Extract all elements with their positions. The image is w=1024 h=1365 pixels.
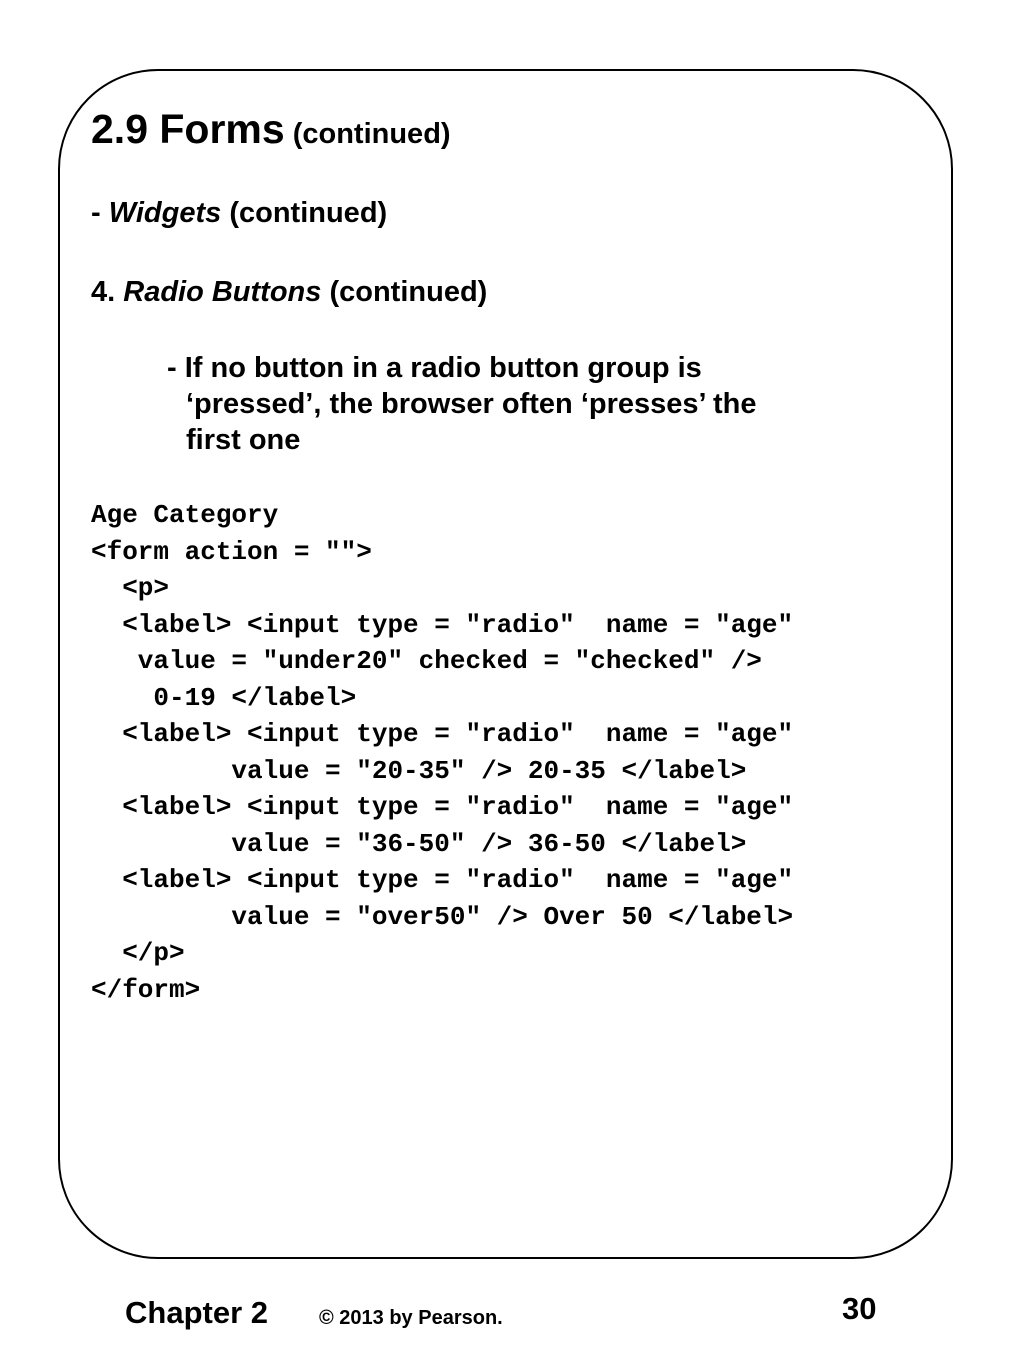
code-line: value = "under20" checked = "checked" /> — [91, 646, 762, 676]
subheading-dash: - — [91, 197, 101, 229]
item-term: Radio Buttons — [123, 276, 322, 308]
code-line: </form> — [91, 974, 201, 1005]
code-line: 0-19 </label> — [91, 682, 357, 713]
code-line: <label> <input type = "radio" name = "age" — [91, 792, 794, 822]
code-line: Age Category — [91, 500, 279, 530]
bullet-line: first one — [186, 424, 301, 456]
subheading-suffix: (continued) — [229, 197, 388, 229]
code-line: </p> — [91, 938, 185, 968]
bullet-point — [167, 350, 757, 458]
subheading — [91, 197, 387, 230]
footer-copyright: © 2013 by Pearson. — [319, 1307, 503, 1329]
item-heading — [91, 276, 487, 309]
code-line: value = "over50" /> Over 50 </label> — [91, 901, 794, 932]
code-line: value = "36-50" /> 36-50 </label> — [91, 828, 747, 859]
page-number: 30 — [842, 1291, 877, 1326]
code-line: <label> <input type = "radio" name = "age" — [91, 865, 794, 895]
title-text: 2.9 Forms — [91, 106, 285, 152]
code-block — [91, 497, 793, 1008]
subheading-term: Widgets — [108, 197, 222, 229]
item-suffix: (continued) — [329, 276, 488, 308]
bullet-line: ‘pressed’, the browser often ‘presses’ the — [186, 388, 757, 420]
item-number: 4. — [91, 276, 116, 308]
code-line: <form action = ""> — [91, 536, 372, 567]
code-line: <label> <input type = "radio" name = "age" — [91, 719, 794, 749]
bullet-line: - If no button in a radio button group is — [167, 352, 702, 384]
footer-chapter: Chapter 2 — [125, 1295, 268, 1330]
code-line: value = "20-35" /> 20-35 </label> — [91, 755, 747, 786]
code-line: <p> — [91, 573, 170, 603]
slide-title — [91, 106, 451, 153]
code-line: <label> <input type = "radio" name = "age" — [91, 609, 794, 640]
title-suffix: (continued) — [292, 118, 451, 150]
